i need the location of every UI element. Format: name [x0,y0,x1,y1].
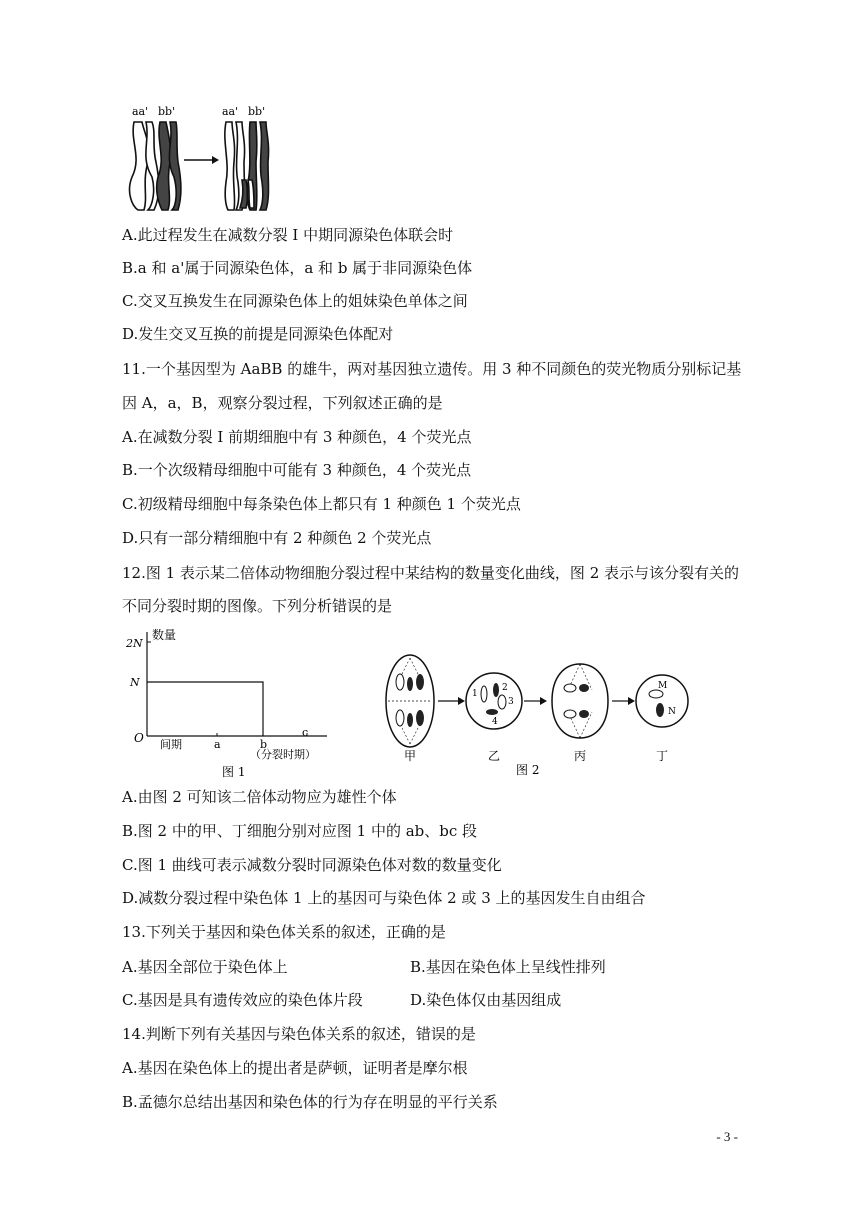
fig1-ytick-n: N [130,676,140,689]
q10-option-a: A.此过程发生在减数分裂 I 中期同源染色体联会时 [122,226,454,244]
cell-bing [552,664,608,738]
q14-stem: 14.判断下列有关基因与染色体关系的叙述，错误的是 [122,1025,476,1043]
label-aa-right: aa' [222,105,239,118]
page-number: - 3 - [716,1129,738,1144]
q11-option-b: B.一个次级精母细胞中可能有 3 种颜色，4 个荧光点 [122,461,472,479]
chrom-label-2: 2 [502,683,508,693]
q11-option-d: D.只有一部分精细胞中有 2 种颜色 2 个荧光点 [122,529,432,547]
q13-stem: 13.下列关于基因和染色体关系的叙述，正确的是 [122,923,446,941]
q10-option-d: D.发生交叉互换的前提是同源染色体配对 [122,325,394,343]
q11-option-a: A.在减数分裂 I 前期细胞中有 3 种颜色，4 个荧光点 [122,428,472,446]
chrom-label-4: 4 [492,717,498,727]
q10-option-b: B.a 和 a'属于同源染色体，a 和 b 属于非同源染色体 [122,259,473,277]
ding-letter-n: N [668,707,676,717]
cell-jia [386,655,434,747]
q12-stem-line1: 12.图 1 表示某二倍体动物细胞分裂过程中某结构的数量变化曲线，图 2 表示与该分裂有关的 [122,564,740,582]
q13-option-d: D.染色体仅由基因组成 [410,991,562,1009]
label-bb-left: bb' [158,105,176,118]
arrowhead [212,156,219,164]
chrom-label-1: 1 [472,689,478,699]
chromosome-pair-before [130,122,181,210]
fig1-xtick-b: b [260,738,268,751]
cell-label-bing: 丙 [574,749,587,763]
figure-2-cells [380,646,700,778]
cell-label-ding: 丁 [656,749,669,763]
q14-option-a: A.基因在染色体上的提出者是萨顿，证明者是摩尔根 [122,1059,468,1077]
q12-stem-line2: 不同分裂时期的图像。下列分析错误的是 [122,597,393,615]
label-bb-right: bb' [248,105,266,118]
q14-option-b: B.孟德尔总结出基因和染色体的行为存在明显的平行关系 [122,1093,498,1111]
fig1-xlabel: （分裂时期） [250,748,316,761]
q12-option-a: A.由图 2 可知该二倍体动物应为雄性个体 [122,788,397,806]
q11-stem-line2: 因 A，a，B，观察分裂过程，下列叙述正确的是 [122,394,443,412]
fig1-xtick-a: a [214,738,221,751]
fig1-xtick-interphase: 间期 [160,738,182,751]
fig1-xtick-c: c [302,726,309,739]
fig1-caption: 图 1 [222,765,246,779]
q12-option-c: C.图 1 曲线可表示减数分裂时同源染色体对数的数量变化 [122,856,502,874]
q12-option-b: B.图 2 中的甲、丁细胞分别对应图 1 中的 ab、bc 段 [122,822,478,840]
q13-option-c: C.基因是具有遗传效应的染色体片段 [122,991,363,1009]
ding-letter-m: M [658,681,668,691]
chromosome-pair-after [225,122,269,210]
fig1-origin: O [134,731,144,745]
crossover-figure [122,102,282,214]
q11-stem-line1: 11.一个基因型为 AaBB 的雄牛，两对基因独立遗传。用 3 种不同颜色的荧光物质分别标记基 [122,360,742,378]
cell-yi [466,673,522,729]
q13-option-a: A.基因全部位于染色体上 [122,958,288,976]
q13-option-b: B.基因在染色体上呈线性排列 [410,958,606,976]
q10-option-c: C.交叉互换发生在同源染色体上的姐妹染色单体之间 [122,292,468,310]
cell-label-yi: 乙 [488,749,501,763]
label-aa-left: aa' [132,105,149,118]
q11-option-c: C.初级精母细胞中每条染色体上都只有 1 种颜色 1 个荧光点 [122,495,521,513]
fig1-curve [147,682,263,736]
chrom-label-3: 3 [508,697,514,707]
q12-option-d: D.减数分裂过程中染色体 1 上的基因可与染色体 2 或 3 上的基因发生自由组合 [122,889,646,907]
cell-ding [636,675,688,727]
cell-label-jia: 甲 [404,749,417,763]
figure-1-chart [122,624,352,782]
fig2-caption: 图 2 [516,763,540,777]
fig1-ytick-2n: 2N [126,637,143,650]
fig1-ylabel: 数量 [152,628,177,642]
